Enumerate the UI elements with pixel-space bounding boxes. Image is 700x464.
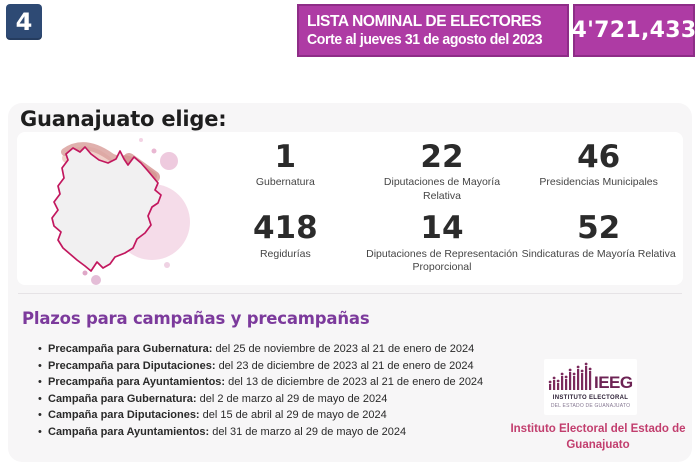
stat-sindicaturas (520, 210, 677, 275)
plazo-label: Campaña para Diputaciones: (48, 409, 203, 421)
lista-nominal-banner (297, 4, 569, 57)
bullet-icon: • (38, 343, 42, 355)
map-dot (83, 271, 88, 276)
stat-value: 418 (252, 210, 318, 246)
map-dot (152, 149, 157, 154)
guanajuato-state-map (17, 132, 207, 285)
stat-value: 22 (420, 138, 464, 175)
plazos-list (38, 341, 538, 440)
bullet-icon: • (38, 359, 42, 372)
banner-subtitle: Corte al jueves 31 de agosto del 2023 (307, 32, 543, 48)
stat-presidencias (520, 138, 677, 204)
plazo-dates: del 31 de marzo al 29 de mayo de 2024 (212, 425, 407, 438)
list-item (38, 358, 538, 375)
logo-bars-icon (549, 363, 592, 390)
banner-title: LISTA NOMINAL DE ELECTORES (307, 13, 542, 30)
stat-value: 46 (577, 138, 621, 175)
page-number-badge: 4 (6, 4, 42, 40)
map-dot (139, 138, 143, 142)
main-card (8, 103, 692, 462)
plazo-dates: del 15 de abril al 29 de mayo de 2024 (202, 409, 387, 421)
plazo-label: Precampaña para Diputaciones: (48, 359, 219, 372)
stat-label: Presidencias Municipales (539, 176, 658, 189)
stat-label: Sindicaturas de Mayoría Relativa (521, 247, 676, 260)
stat-label: Diputaciones de Mayoría Relativa (383, 176, 501, 203)
plazo-label: Campaña para Ayuntamientos: (48, 425, 213, 438)
stat-label: Regidurías (259, 247, 311, 260)
plazo-dates: del 25 de noviembre de 2023 al 21 de enero de 2024 (215, 343, 475, 355)
map-dot (164, 262, 170, 268)
stats-panel (17, 132, 683, 285)
stat-gubernatura (207, 138, 364, 204)
list-item (38, 341, 538, 358)
stat-value: 52 (577, 210, 621, 246)
map-dot (91, 275, 101, 285)
plazo-dates: del 13 de diciembre de 2023 al 21 de enero de 2024 (228, 376, 484, 388)
section-heading-plazos: Plazos para campañas y precampañas (22, 309, 370, 328)
plazo-label: Campaña para Gubernatura: (48, 392, 200, 405)
list-item (38, 424, 538, 441)
stat-diputaciones-mr (364, 138, 521, 204)
stat-value: 1 (274, 138, 297, 175)
plazo-dates: del 23 de diciembre de 2023 al 21 de enero de 2024 (218, 359, 474, 372)
plazo-dates: del 2 de marzo al 29 de mayo de 2024 (199, 392, 388, 405)
logo-line1: INSTITUTO ELECTORAL (552, 395, 629, 401)
stat-regidurias (207, 210, 364, 275)
electores-count: 4'721,433 (573, 4, 695, 57)
stats-grid (207, 132, 683, 285)
section-divider (18, 293, 682, 294)
ieeg-logo (544, 359, 637, 415)
bullet-icon: • (38, 376, 42, 388)
guanajuato-map-svg (17, 132, 207, 285)
stat-label: Gubernatura (255, 176, 315, 189)
bullet-icon: • (38, 392, 42, 405)
map-dot (160, 152, 178, 170)
bullet-icon: • (38, 409, 42, 421)
section-heading-guanajuato-elige: Guanajuato elige: (20, 107, 227, 131)
list-item (38, 407, 538, 424)
list-item (38, 391, 538, 408)
list-item (38, 374, 538, 391)
ieeg-logo-svg (544, 359, 637, 415)
plazo-label: Precampaña para Gubernatura: (48, 343, 216, 355)
logo-acronym: IEEG (594, 373, 633, 392)
stat-label: Diputaciones de Representación Proporcional (366, 247, 518, 274)
institution-name: Instituto Electoral del Estado de Guanajuato (510, 423, 686, 451)
plazo-label: Precampaña para Ayuntamientos: (48, 376, 229, 388)
stat-value: 14 (420, 210, 464, 246)
stat-diputaciones-rp (364, 210, 521, 275)
logo-line2: DEL ESTADO DE GUANAJUATO (550, 403, 631, 409)
bullet-icon: • (38, 425, 42, 438)
